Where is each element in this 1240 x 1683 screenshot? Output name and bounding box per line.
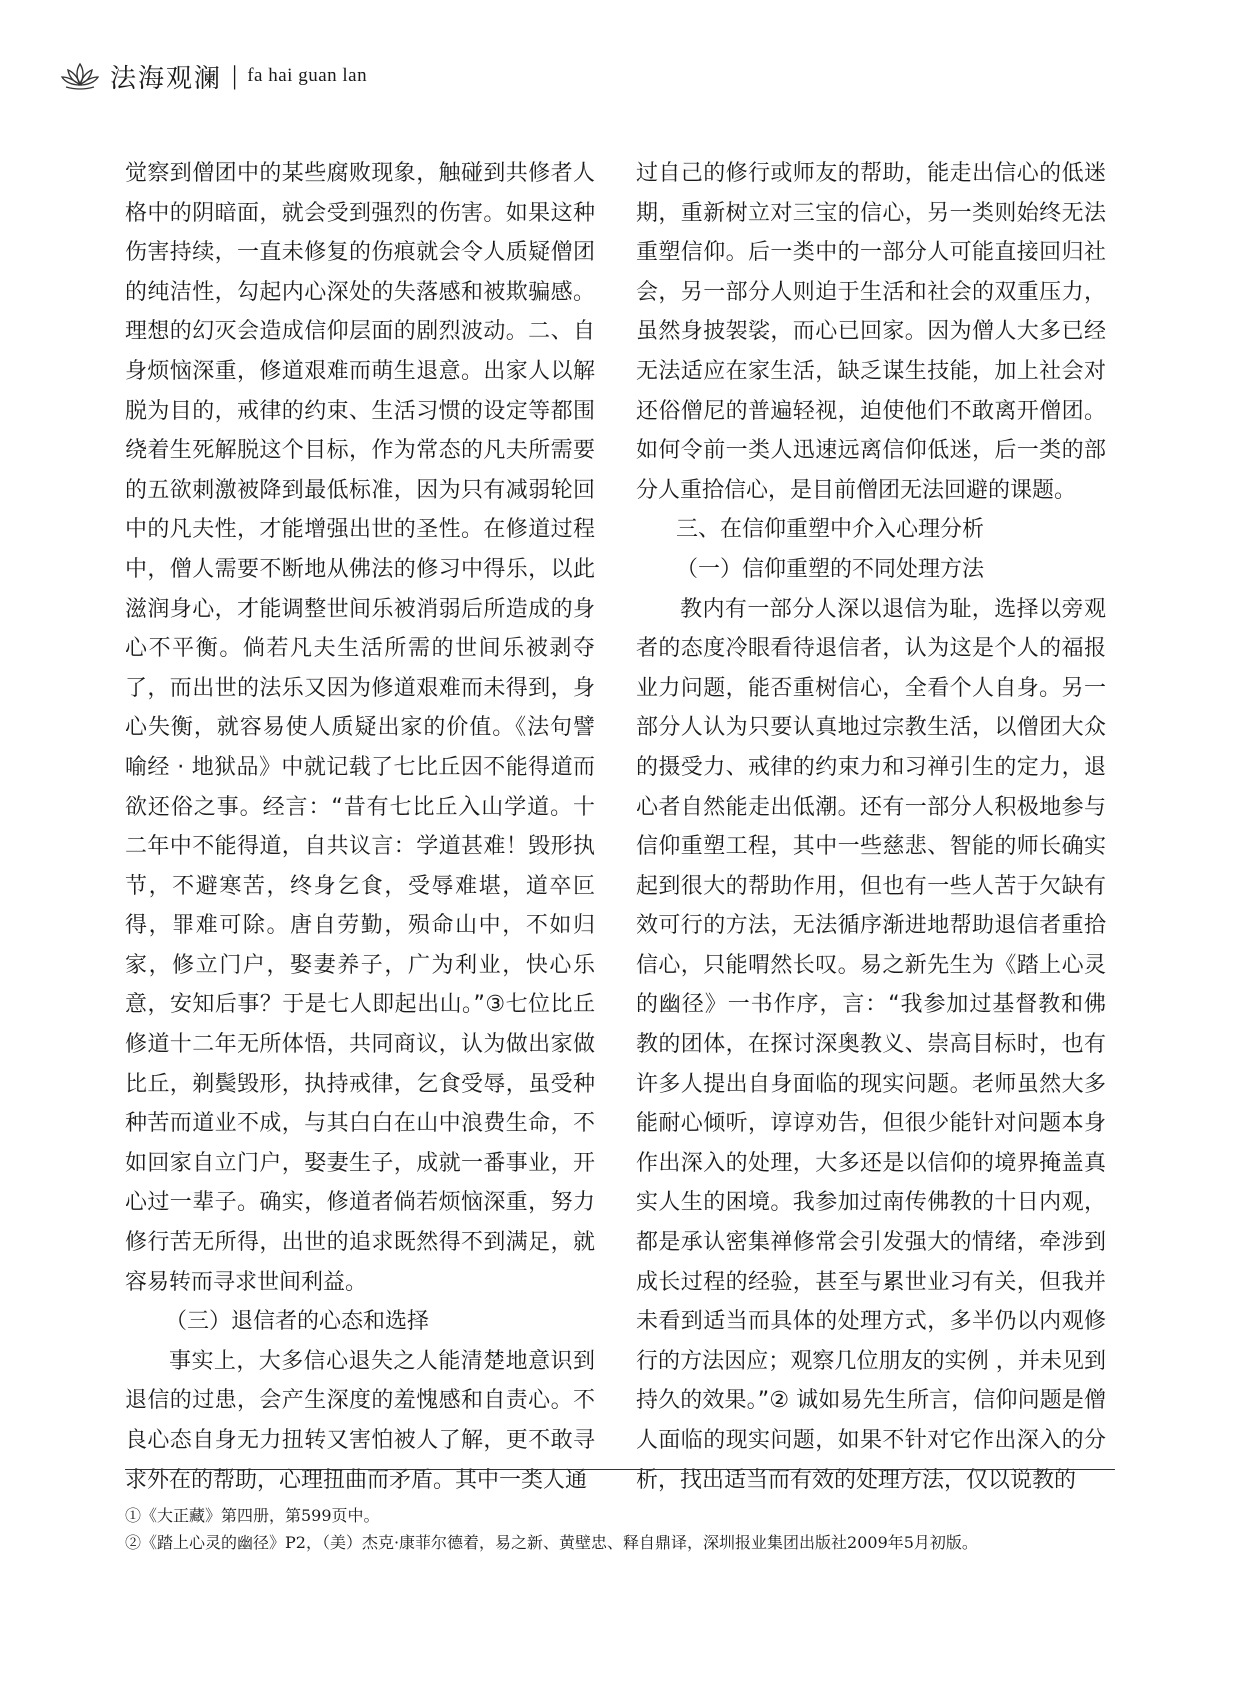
left-text-column [125,154,595,1500]
footnotes [125,1502,1115,1556]
body-paragraph: 事实上，大多信心退失之人能清楚地意识到退信的过患，会产生深度的羞愧感和自责心。不良心态自身无力扭转又害怕被人了解，更不敢寻求外在的帮助，心理扭曲而矛盾。其中一类人通 [125,1348,595,1493]
subsection-heading: （一）信仰重塑的不同处理方法 [676,556,985,582]
header-separator: | [232,61,238,90]
journal-title: 法海观澜 [110,63,223,94]
body-paragraph: 教内有一部分人深以退信为耻，选择以旁观者的态度冷眼看待退信者，认为这是个人的福报业力问题，能否重树信心，全看个人自身。另一部分人认为只要认真地过宗教生活，以僧团大众的摄受力、戒律的约束力和习禅引生的定力，退心者自然能走出低潮。还有一部分人积极地参与信仰重塑工程，其中一些慈悲、智能的师长确实起到很大的帮助作用，但也有一些人苦于欠缺有效可行的方法，无法循序渐进地帮助退信者重拾信心，只能喟然长叹。易之新先生为《踏上心灵的幽径》一书作序，言：“我参加过基督教和佛教的团体，在探讨深奥教义、崇高目标时，也有许多人提出自身面临的现实问题。老师虽然大多能耐心倾听，谆谆劝告，但很少能针对问题本身作出深入的处理，大多还是以信仰的境界掩盖真实人生的困境。我参加过南传佛教的十日内观，都是承认密集禅修常会引发强大的情绪，牵涉到成长过程的经验，甚至与累世业习有关，但我并未看到适当而具体的处理方式，多半仍以内观修行的方法因应；观察几位朋友的实例 ，并未见到持久的效果。”② 诚如易先生所言，信仰问题是僧人面临的现实问题，如果不针对它作出深入的分析，找出适当而有效的处理方法，仅以说教的 [636,596,1106,1493]
footnote-divider [125,1469,1115,1470]
section-heading: （三）退信者的心态和选择 [165,1309,430,1335]
body-paragraph: 过自己的修行或师友的帮助，能走出信心的低迷期，重新树立对三宝的信心，另一类则始终无法重塑信仰。后一类中的一部分人可能直接回归社会，另一部分人则迫于生活和社会的双重压力，虽然身披袈裟，而心已回家。因为僧人大多已经无法适应在家生活，缺乏谋生技能，加上社会对还俗僧尼的普遍轻视，迫使他们不敢离开僧团。如何令前一类人迅速远离信仰低迷，后一类的部分人重拾信心，是目前僧团无法回避的课题。 [636,161,1106,503]
body-paragraph: 觉察到僧团中的某些腐败现象，触碰到共修者人格中的阴暗面，就会受到强烈的伤害。如果这种伤害持续，一直未修复的伤痕就会令人质疑僧团的纯洁性，勾起内心深处的失落感和被欺骗感。理想的幻灭会造成信仰层面的剧烈波动。二、自身烦恼深重，修道艰难而萌生退意。出家人以解脱为目的，戒律的约束、生活习惯的设定等都围绕着生死解脱这个目标，作为常态的凡夫所需要的五欲刺激被降到最低标准，因为只有减弱轮回中的凡夫性，才能增强出世的圣性。在修道过程中，僧人需要不断地从佛法的修习中得乐，以此滋润身心，才能调整世间乐被消弱后所造成的身心不平衡。倘若凡夫生活所需的世间乐被剥夺了，而出世的法乐又因为修道艰难而未得到，身心失衡，就容易使人质疑出家的价值。《法句譬喻经 · 地狱品》中就记载了七比丘因不能得道而欲还俗之事。经言：“昔有七比丘入山学道。十二年中不能得道，自共议言：学道甚难！毁形执节，不避寒苦，终身乞食，受辱难堪，道卒叵得，罪难可除。唐自劳勤，殒命山中，不如归家，修立门户，娶妻养子，广为利业，快心乐意，安知后事？于是七人即起出山。”③七位比丘修道十二年无所体悟，共同商议，认为做出家做比丘，剃鬓毁形，执持戒律，乞食受辱，虽受种种苦而道业不成，与其白白在山中浪费生命，不如回家自立门户，娶妻生子，成就一番事业，开心过一辈子。确实，修道者倘若烦恼深重，努力修行苦无所得，出世的追求既然得不到满足，就容易转而寻求世间利益。 [125,161,595,1295]
page-header [60,58,367,94]
footnote-2: ②《踏上心灵的幽径》P2，（美）杰克·康菲尔德着，易之新、黄壁忠、释自鼎译，深圳报业集团出版社2009年5月初版。 [125,1533,978,1552]
journal-pinyin-title: fa hai guan lan [247,65,368,86]
lotus-icon [60,62,100,90]
section-heading: 三、在信仰重塑中介入心理分析 [676,517,985,543]
right-text-column [636,154,1106,1500]
footnote-1: ①《大正藏》第四册，第599页中。 [125,1506,380,1525]
